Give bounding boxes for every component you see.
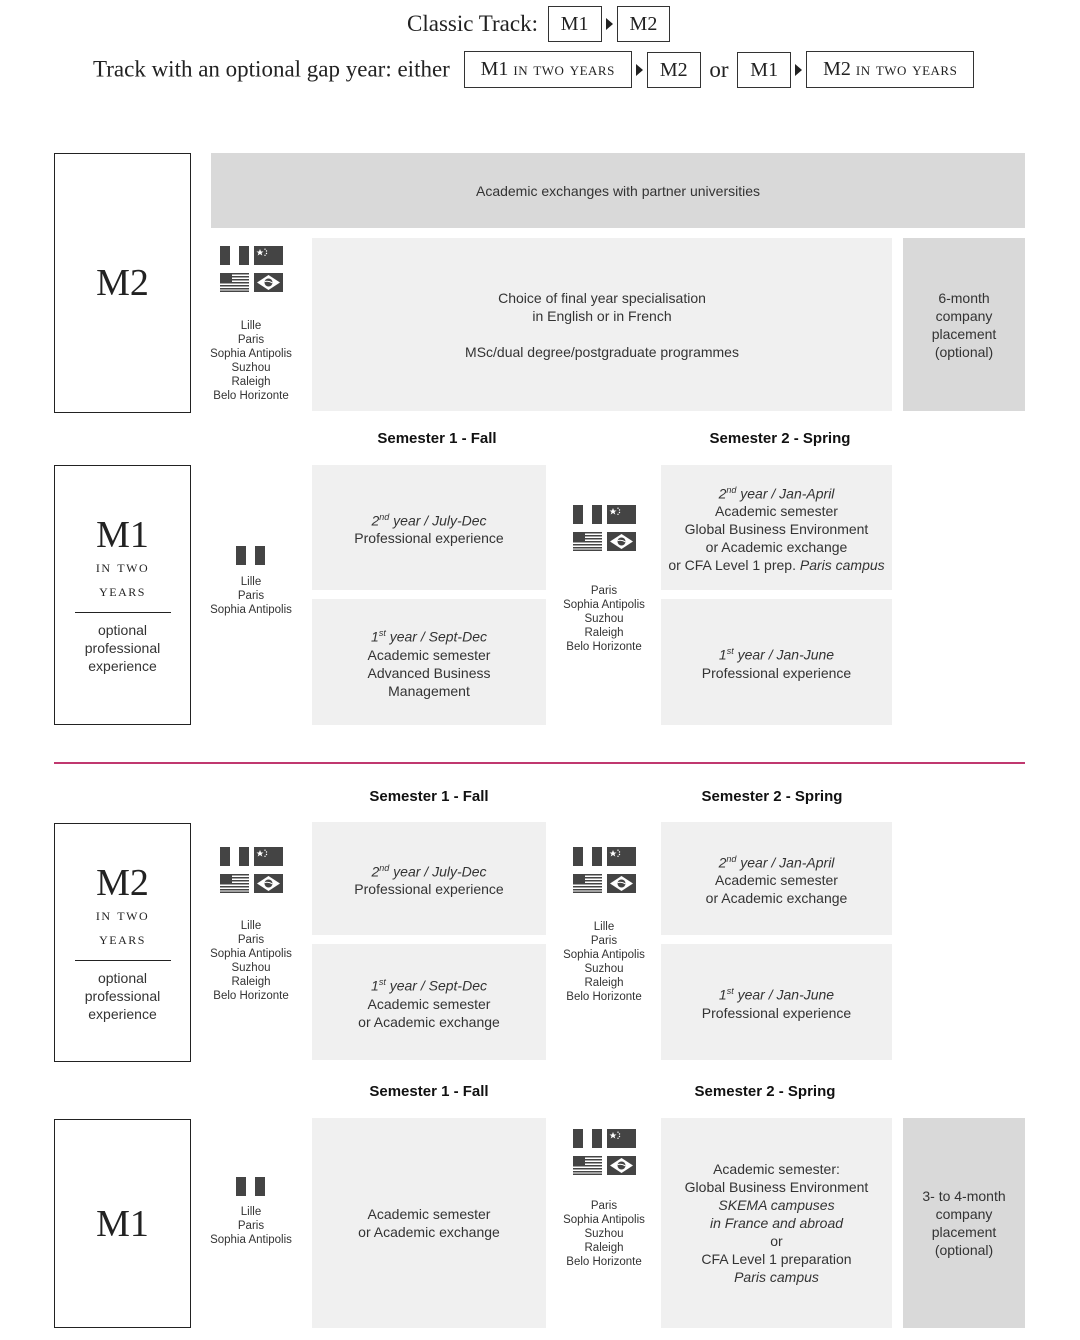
china-flag-icon: [254, 847, 283, 866]
campus-name: Raleigh: [584, 1242, 624, 1254]
panel-text: (optional): [934, 1242, 994, 1258]
campus-name: Lille: [240, 1206, 262, 1218]
panel-text: in English or in French: [532, 307, 672, 324]
gap-m2-box: M2: [647, 52, 701, 88]
campus-list: [205, 575, 297, 617]
china-flag-icon: [254, 246, 283, 265]
france-flag-icon: [573, 505, 602, 524]
campus-name: Sophia Antipolis: [563, 949, 645, 961]
section-divider: [54, 762, 1025, 764]
campus-name: Suzhou: [231, 962, 271, 974]
flag-group: [220, 847, 284, 895]
usa-flag-icon: [220, 874, 249, 893]
box-main-text: M2: [823, 58, 851, 80]
france-flag-icon: [236, 546, 265, 565]
panel-text: CFA Level 1 preparation: [701, 1251, 852, 1267]
panel-text: in France and abroad: [709, 1215, 844, 1231]
fall-top-panel: [312, 465, 546, 590]
flag-group: [573, 505, 637, 553]
panel-text: 3- to 4-month: [922, 1188, 1006, 1204]
brazil-flag-icon: [607, 532, 636, 551]
gap-track-row: [93, 51, 974, 88]
panel-text: Professional experience: [354, 530, 504, 547]
level-note: professional: [84, 640, 161, 656]
or-label: or: [709, 56, 729, 82]
panel-text: Professional experience: [701, 1004, 852, 1021]
level-subtitle: years: [99, 928, 146, 948]
year-period: 2nd year / July-Dec: [371, 862, 487, 880]
panel-text: Global Business Environment: [684, 1179, 869, 1195]
campus-list: [205, 919, 297, 1003]
campus-list: [205, 319, 297, 403]
panel-text: Academic semester: [715, 503, 838, 520]
level-box-m2-two-years: [54, 823, 191, 1062]
level-note: professional: [84, 987, 161, 1004]
gap-m1-two-years-box: [464, 51, 632, 88]
gap-m1-box: M1: [737, 52, 791, 88]
flag-group: [220, 246, 284, 294]
spring-panel: [661, 1118, 892, 1328]
arrow-icon: [636, 64, 643, 76]
box-smallcaps-text: in two years: [513, 59, 615, 80]
placement-panel: [903, 238, 1025, 411]
fall-panel: [312, 1118, 546, 1328]
china-flag-icon: [607, 505, 636, 524]
flag-group: [573, 847, 637, 895]
campus-name: Suzhou: [584, 613, 624, 625]
semester-1-heading: Semester 1 - Fall: [369, 788, 489, 805]
panel-text: placement: [931, 325, 997, 342]
level-box-m1-two-years: [54, 465, 191, 725]
panel-text: Global Business Environment: [684, 521, 869, 538]
panel-text: Academic semester: [367, 1206, 491, 1222]
campus-list: [558, 920, 650, 1004]
campus-name: Belo Horizonte: [566, 1256, 642, 1268]
panel-text: (optional): [934, 343, 994, 360]
campus-name: Belo Horizonte: [213, 390, 289, 402]
campus-name: Lille: [593, 921, 615, 933]
campus-name: Paris: [590, 1200, 618, 1212]
china-flag-icon: [607, 847, 636, 866]
arrow-icon: [795, 64, 802, 76]
campus-name: Sophia Antipolis: [210, 948, 292, 960]
campus-name: Raleigh: [231, 376, 271, 388]
semester-1-heading: Semester 1 - Fall: [369, 1083, 489, 1100]
campus-name: Belo Horizonte: [213, 990, 289, 1002]
fall-top-panel: [312, 822, 546, 935]
level-note: experience: [88, 1005, 157, 1022]
level-divider: [75, 612, 171, 613]
panel-text: Management: [388, 682, 470, 699]
specialisation-panel: [312, 238, 892, 411]
level-subtitle: years: [99, 581, 146, 600]
panel-text: Advanced Business: [367, 664, 491, 681]
box-main-text: M1: [480, 58, 509, 80]
panel-text: Professional experience: [701, 664, 852, 681]
panel-text: placement: [931, 1224, 997, 1240]
campus-name: Lille: [240, 576, 262, 588]
campus-name: Sophia Antipolis: [210, 604, 292, 616]
panel-text: Professional experience: [354, 881, 504, 898]
campus-name: Sophia Antipolis: [210, 348, 292, 360]
panel-text: Academic semester: [367, 995, 491, 1012]
usa-flag-icon: [573, 532, 602, 551]
campus-name: Paris: [237, 334, 265, 346]
spring-top-panel: [661, 822, 892, 935]
panel-text: or CFA Level 1 prep. Paris campus: [668, 557, 885, 574]
gap-track-label: Track with an optional gap year: either: [93, 56, 450, 82]
panel-text: company: [935, 307, 993, 324]
year-period: 1st year / Sept-Dec: [371, 628, 487, 645]
campus-name: Lille: [240, 320, 262, 332]
brazil-flag-icon: [254, 874, 283, 893]
panel-text: 6-month: [938, 289, 990, 306]
campus-name: Paris: [237, 934, 265, 946]
semester-2-heading: Semester 2 - Spring: [694, 1083, 836, 1100]
box-smallcaps-text: in two years: [855, 59, 958, 80]
year-period: 1st year / Sept-Dec: [371, 977, 487, 994]
fall-bottom-panel: [312, 944, 546, 1060]
level-note: experience: [88, 658, 157, 674]
level-box-m1: [54, 1119, 191, 1328]
france-flag-icon: [220, 246, 249, 265]
panel-text: SKEMA campuses: [718, 1197, 835, 1213]
year-period: 2nd year / July-Dec: [371, 511, 487, 529]
year-period: 2nd year / Jan-April: [718, 484, 835, 502]
campus-name: Sophia Antipolis: [563, 1214, 645, 1226]
spring-bottom-panel: [661, 944, 892, 1060]
panel-text: MSc/dual degree/postgraduate programmes: [465, 343, 739, 360]
campus-name: Belo Horizonte: [566, 991, 642, 1003]
campus-name: Paris: [590, 585, 618, 597]
china-flag-icon: [607, 1129, 636, 1148]
campus-name: Suzhou: [584, 1228, 624, 1240]
level-title: M1: [96, 1202, 149, 1245]
level-title: M2: [96, 262, 149, 304]
level-note: optional: [97, 622, 148, 638]
usa-flag-icon: [220, 273, 249, 292]
panel-text: or Academic exchange: [358, 1013, 500, 1030]
campus-list: [558, 1199, 650, 1269]
campus-name: Raleigh: [584, 627, 624, 639]
year-period: 1st year / Jan-June: [718, 646, 835, 663]
exchange-banner: [211, 153, 1025, 228]
exchange-banner-text: Academic exchanges with partner universities: [475, 182, 761, 199]
brazil-flag-icon: [607, 874, 636, 893]
campus-name: Raleigh: [231, 976, 271, 988]
level-title: M2: [96, 861, 149, 904]
classic-track-row: [407, 6, 670, 42]
spring-top-panel: [661, 465, 892, 590]
flag-group: [236, 1177, 266, 1197]
panel-text: Academic semester: [715, 872, 838, 889]
panel-text: Academic semester:: [713, 1161, 840, 1177]
level-divider: [75, 960, 171, 961]
level-subtitle: in two: [95, 904, 150, 924]
spring-bottom-panel: [661, 599, 892, 725]
arrow-icon: [606, 18, 613, 30]
fall-bottom-panel: [312, 599, 546, 725]
campus-list: [205, 1205, 297, 1247]
year-period: 1st year / Jan-June: [718, 986, 835, 1003]
panel-text: or Academic exchange: [358, 1224, 500, 1240]
campus-name: Suzhou: [584, 963, 624, 975]
france-flag-icon: [220, 847, 249, 866]
campus-name: Lille: [240, 920, 262, 932]
classic-m1-box: M1: [548, 6, 602, 42]
usa-flag-icon: [573, 1156, 602, 1175]
classic-track-label: Classic Track:: [407, 11, 538, 36]
gap-m2-two-years-box: [806, 51, 974, 88]
semester-2-heading: Semester 2 - Spring: [709, 430, 851, 447]
campus-name: Paris: [237, 590, 265, 602]
brazil-flag-icon: [607, 1156, 636, 1175]
flag-group: [236, 546, 266, 566]
campus-name: Belo Horizonte: [566, 641, 642, 653]
france-flag-icon: [573, 847, 602, 866]
campus-name: Paris: [590, 935, 618, 947]
flag-group: [573, 1129, 637, 1177]
france-flag-icon: [236, 1177, 265, 1196]
year-period: 2nd year / Jan-April: [718, 853, 835, 871]
panel-text: Paris campus: [734, 1269, 819, 1285]
france-flag-icon: [573, 1129, 602, 1148]
classic-m2-box: M2: [617, 6, 671, 42]
campus-name: Sophia Antipolis: [210, 1234, 292, 1246]
panel-text: Choice of final year specialisation: [498, 289, 706, 306]
panel-text: or: [770, 1233, 783, 1249]
campus-name: Suzhou: [231, 362, 271, 374]
campus-name: Raleigh: [584, 977, 624, 989]
panel-text: or Academic exchange: [705, 539, 848, 556]
semester-2-heading: Semester 2 - Spring: [701, 788, 843, 805]
usa-flag-icon: [573, 874, 602, 893]
level-title: M1: [96, 514, 149, 556]
panel-text: or Academic exchange: [705, 890, 848, 907]
panel-text: company: [935, 1206, 993, 1222]
level-subtitle: in two: [95, 557, 150, 576]
semester-1-heading: Semester 1 - Fall: [377, 430, 497, 447]
level-note: optional: [97, 969, 148, 986]
panel-text: Academic semester: [367, 646, 491, 663]
level-box-m2: [54, 153, 191, 413]
campus-name: Paris: [237, 1220, 265, 1232]
campus-list: [558, 584, 650, 654]
campus-name: Sophia Antipolis: [563, 599, 645, 611]
placement-panel: [903, 1118, 1025, 1328]
brazil-flag-icon: [254, 273, 283, 292]
